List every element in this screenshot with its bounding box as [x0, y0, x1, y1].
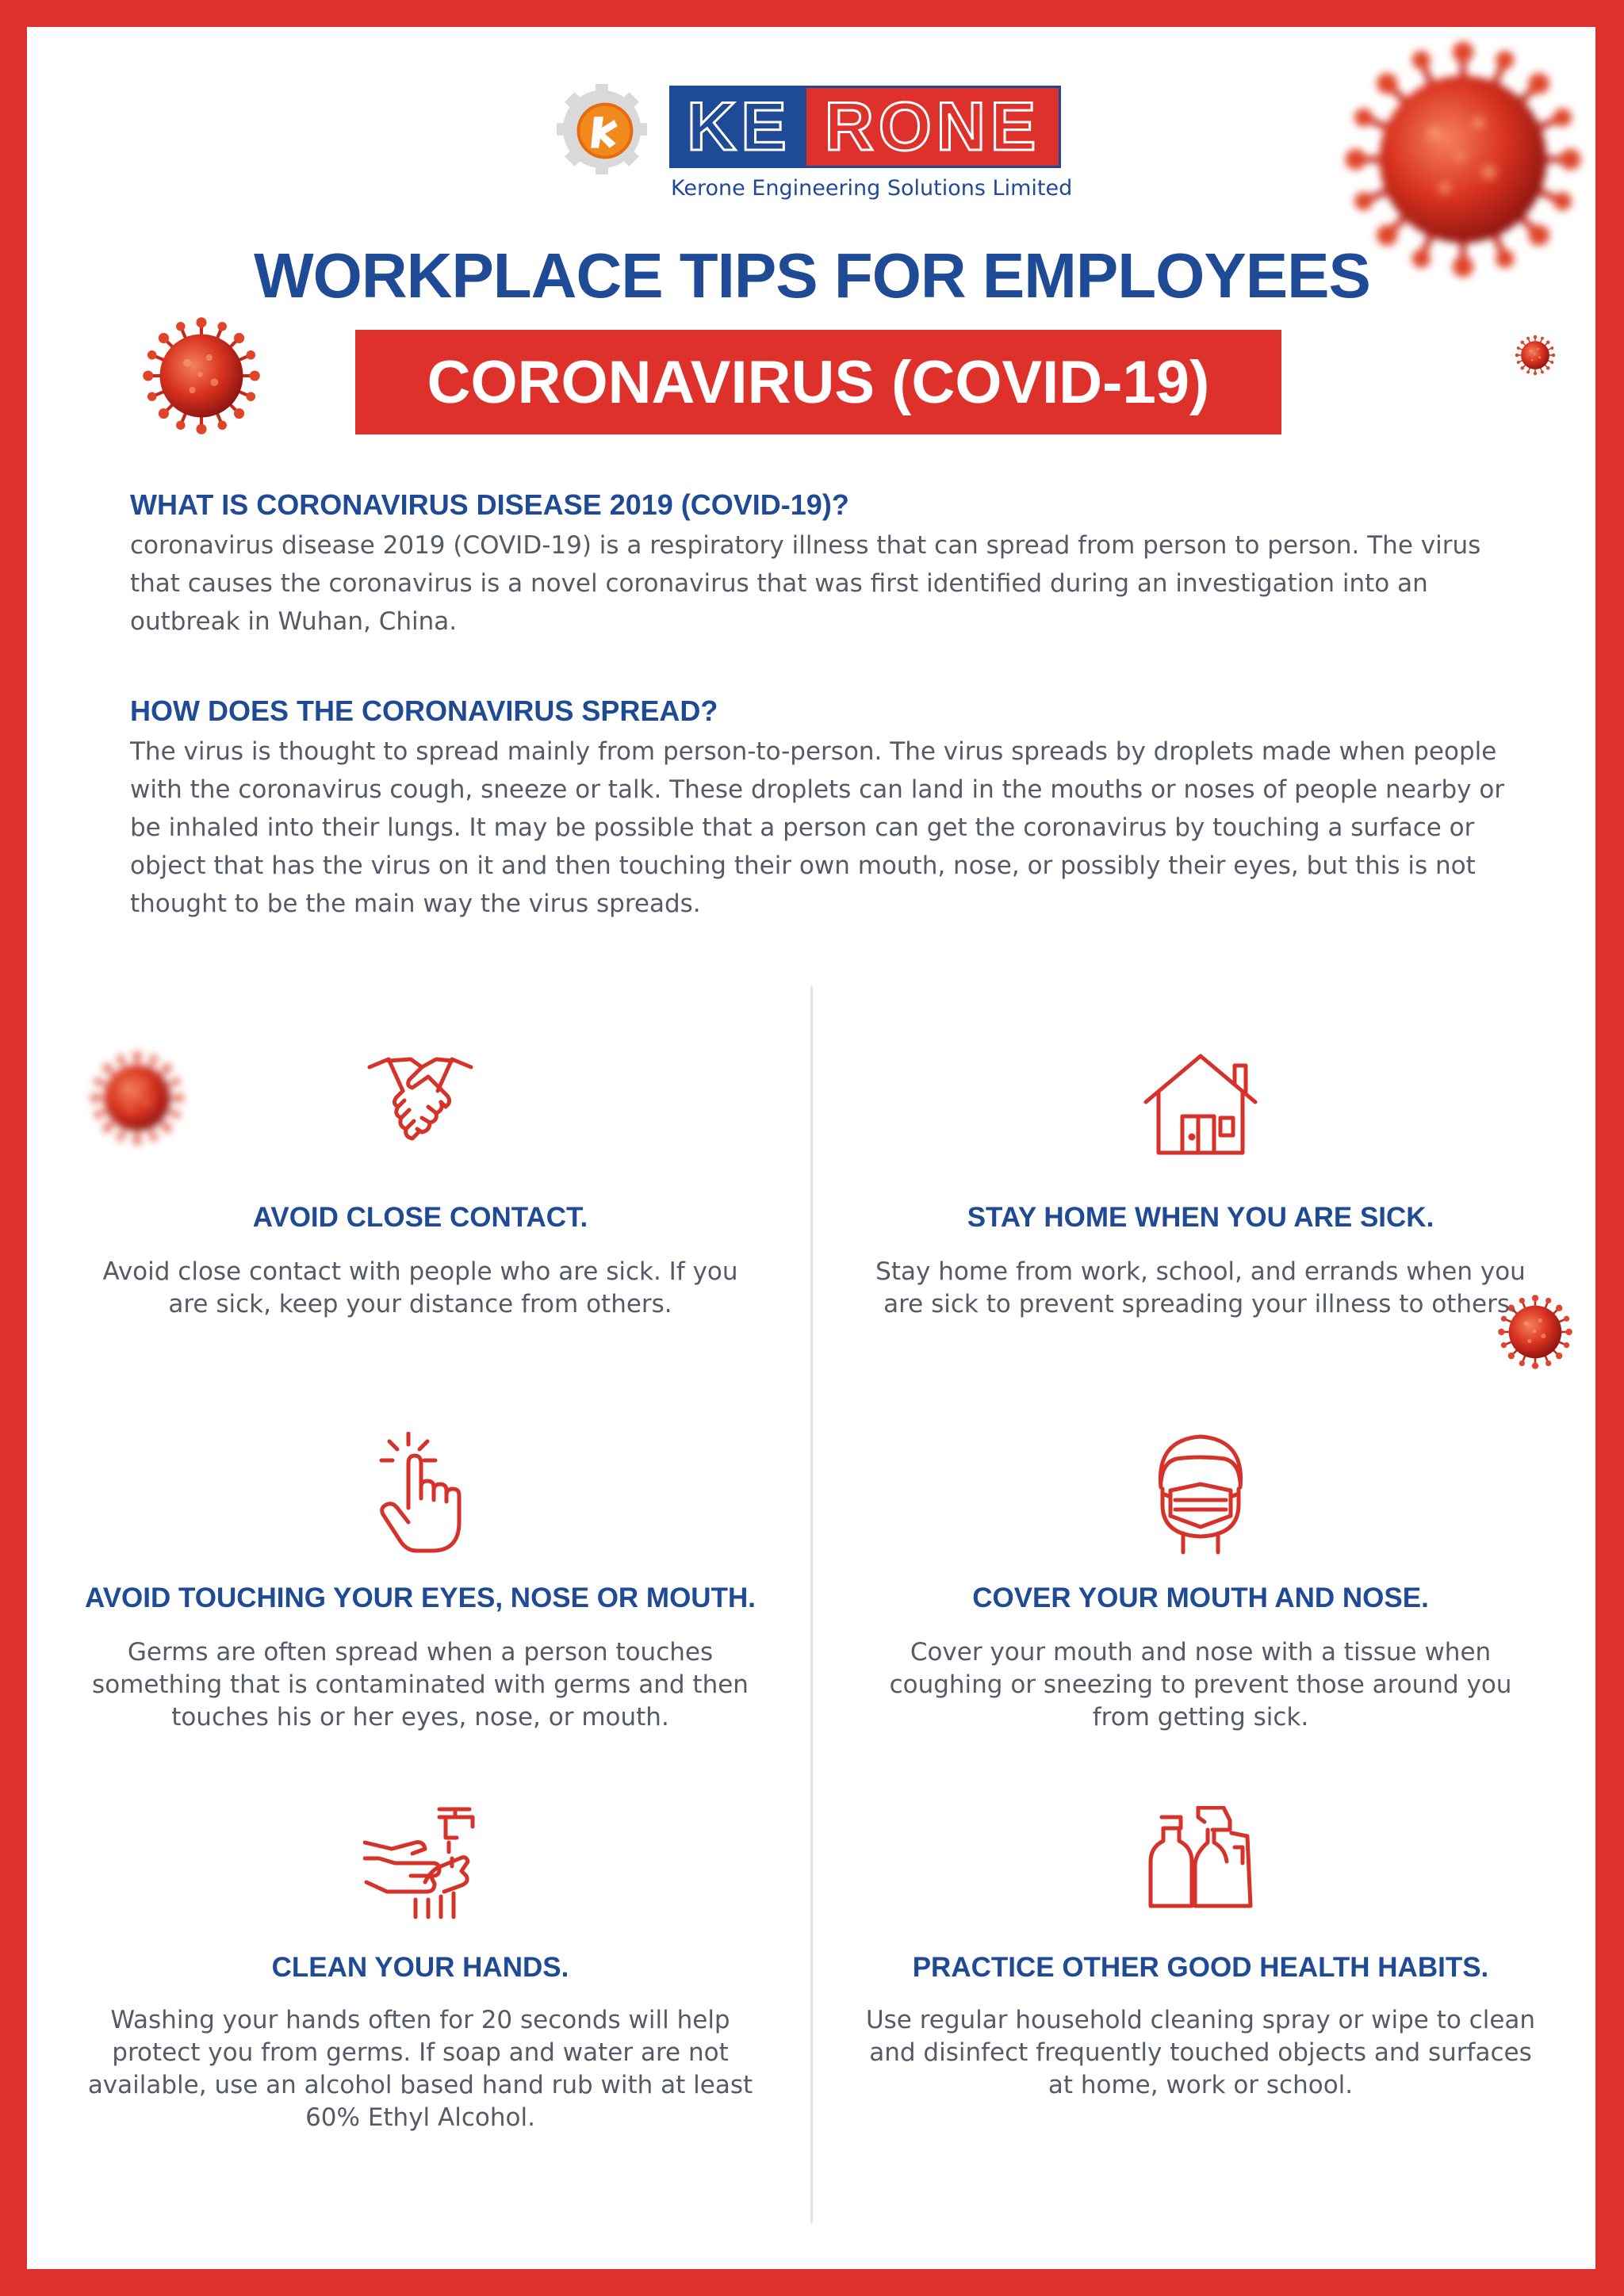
- tip-text: Washing your hands often for 20 seconds will help protect you from germs. If soap and water are not available, use an alcohol based hand rub with at least 60% Ethyl Alcohol.: [87, 2006, 753, 2132]
- section-how-spread: [130, 695, 1510, 923]
- section-what-is: [130, 488, 1510, 641]
- tip-title: PRACTICE OTHER GOOD HEALTH HABITS.: [912, 1952, 1489, 1983]
- column-divider: [810, 986, 813, 2223]
- hand-washing-icon: [363, 1806, 477, 1920]
- section-heading: HOW DOES THE CORONAVIRUS SPREAD?: [130, 695, 718, 727]
- tip-text: Stay home from work, school, and errands when you are sick to prevent spreading your illness to others.: [875, 1257, 1526, 1318]
- tip-title: AVOID TOUCHING YOUR EYES, NOSE OR MOUTH.: [85, 1582, 756, 1613]
- tip-title: AVOID CLOSE CONTACT.: [252, 1202, 588, 1233]
- logo-text-ke: KE: [687, 88, 791, 165]
- subtitle-banner: [355, 330, 1281, 434]
- touch-hand-icon: [377, 1432, 464, 1556]
- tip-avoid-touching: [79, 1432, 761, 1733]
- tip-avoid-close-contact: [79, 1051, 761, 1353]
- virus-image: [136, 311, 266, 441]
- tip-text: Use regular household cleaning spray or wipe to clean and disinfect frequently touched objects and surfaces at home, work or school.: [865, 2006, 1536, 2099]
- company-logo: [555, 82, 1073, 209]
- house-icon: [1141, 1051, 1260, 1158]
- tip-text: Avoid close contact with people who are sick. If you are sick, keep your distance from others.: [102, 1257, 738, 1318]
- section-text: The virus is thought to spread mainly from person-to-person. The virus spreads by droplets made when people with the coronavirus cough, sneeze or talk. These droplets can land in the mouths or noses of people nearby or be inhaled into their lungs. It may be possible that a person can get the coronavirus by touching a surface or object that has the virus on it and then touching their own mouth, nose, or possibly their eyes, but this is not thought to be the main way the virus spreads.: [130, 737, 1505, 918]
- tip-good-habits: [860, 1806, 1542, 2139]
- handshake-icon: [365, 1051, 476, 1154]
- tip-text: Germs are often spread when a person touches something that is contaminated with germs and then touches his or her eyes, nose, or mouth.: [92, 1638, 749, 1732]
- section-text: coronavirus disease 2019 (COVID-19) is a respiratory illness that can spread from person to person. The virus that causes the coronavirus is a novel coronavirus that was first identified during an investigation into an outbreak in Wuhan, China.: [130, 531, 1481, 636]
- page-title: WORKPLACE TIPS FOR EMPLOYEES: [254, 240, 1370, 311]
- subtitle-text: CORONAVIRUS (COVID-19): [427, 348, 1210, 416]
- tip-text: Cover your mouth and nose with a tissue when coughing or sneezing to prevent those around you from getting sick.: [889, 1638, 1512, 1732]
- cleaning-spray-icon: [1147, 1806, 1254, 1909]
- logo-wordmark: [669, 86, 1061, 168]
- logo-text-rone: RONE: [824, 88, 1041, 165]
- face-mask-icon: [1151, 1432, 1250, 1556]
- tip-clean-hands: [79, 1806, 761, 2139]
- tip-title: COVER YOUR MOUTH AND NOSE.: [972, 1582, 1429, 1613]
- tip-cover-mouth: [860, 1432, 1542, 1733]
- company-name: Kerone Engineering Solutions Limited: [671, 176, 1073, 201]
- gear-emblem-icon: [555, 82, 649, 176]
- virus-image: [1513, 333, 1557, 377]
- section-heading: WHAT IS CORONAVIRUS DISEASE 2019 (COVID-19)?: [130, 488, 849, 521]
- tip-title: STAY HOME WHEN YOU ARE SICK.: [967, 1202, 1434, 1233]
- tip-title: CLEAN YOUR HANDS.: [271, 1952, 569, 1983]
- tip-stay-home: [860, 1051, 1542, 1353]
